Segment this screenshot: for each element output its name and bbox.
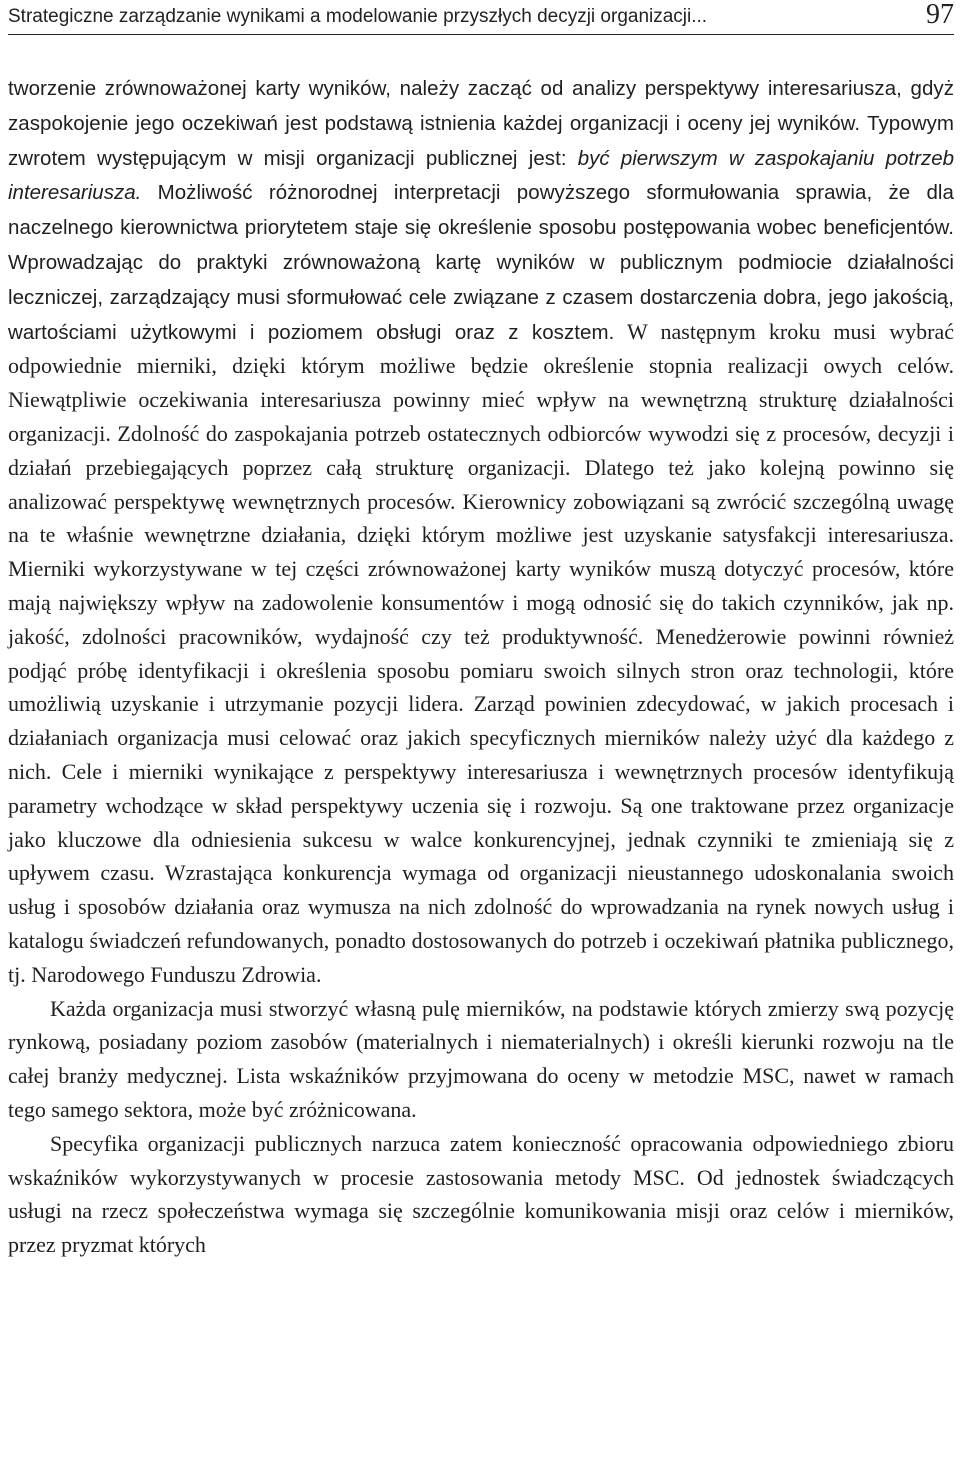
paragraph-3: Specyfika organizacji publicznych narzuca zatem konieczność opracowania odpowiedniego zbioru wskaźników wykorzystywanych w procesie zastosowania metody MSC. Od jednostek świadczących usługi na rzecz społeczeństwa wymaga się szczególnie komunikowania misji oraz celów i mierników, przez pryzmat których — [8, 1130, 954, 1258]
running-title: Strategiczne zarządzanie wynikami a modelowanie przyszłych decyzji organizacji... — [8, 6, 708, 27]
paragraph-1-sentence-4: Wprowadzając do praktyki zrównoważoną kartę wyników w publicznym podmiocie działalności leczniczej, zarządzający musi sformułować cele związane z czasem dostarczenia dobra, jego jakością, wartościami użytkowymi i poziomem obsługi oraz z kosztem. — [8, 250, 954, 344]
paragraph-1-sentence-3: Możliwość różnorodnej interpretacji powyższego sformułowania sprawia, że dla naczelnego kierownictwa priorytetem staje się określenie sposobu postępowania wobec beneficjentów. — [8, 181, 954, 240]
paragraph-1 — [8, 71, 954, 992]
paragraph-1-sentence-1: tworzenie zrównoważonej karty wyników, należy zacząć od analizy perspektywy interesariusza, gdyż zaspokojenie jego oczekiwań jest podstawą istnienia każdej organizacji i oceny jej wyników. — [8, 77, 954, 135]
running-header — [8, 0, 954, 35]
paragraph-1-sentence-2: Typowym zwrotem występującym w misji organizacji publicznej jest: — [8, 111, 954, 170]
paragraph-1-emphasis: być pierwszym w zaspokajaniu potrzeb interesariusza. — [8, 146, 954, 205]
page-number: 97 — [926, 0, 954, 30]
paragraph-1-sentence-5: W następnym kroku musi wybrać odpowiednie mierniki, dzięki którym możliwe będzie określenie stopnia realizacji owych celów. Niewątpliwie oczekiwania interesariusza powinny mieć wpływ na wewnętrzną strukturę działalności organizacji. Zdolność do zaspokajania potrzeb ostatecznych odbiorców wywodzi się z procesów, decyzji i działań przebiegających poprzez całą strukturę organizacji. Dlatego też jako kolejną powinno się analizować perspektywę wewnętrznych procesów. Kierownicy zobowiązani są zwrócić szczególną uwagę na te właśnie wewnętrzne działania, dzięki którym możliwe jest uzyskanie satysfakcji interesariusza. Mierniki wykorzystywane w tej części zrównoważonej karty wyników muszą dotyczyć procesów, które mają największy wpływ na zadowolenie konsumentów i mogą odnosić się do takich czynników, jak np. jakość, zdolności pracowników, wydajność czy też produktywność. Menedżerowie powinni również podjąć próbę identyfikacji i określenia sposobu pomiaru swoich silnych stron oraz technologii, które umożliwią uzyskanie i utrzymanie pozycji lidera. Zarząd powinien zdecydować, w jakich procesach i działaniach organizacja musi celować oraz jakich specyficznych mierników należy użyć dla każdego z nich. Cele i mierniki wynikające z perspektywy interesariusza i wewnętrznych procesów identyfikują parametry wchodzące w skład perspektywy uczenia się i rozwoju. Są one traktowane przez organizacje jako kluczowe dla odniesienia sukcesu w walce konkurencyjnej, jednak czynniki te zmieniają się z upływem czasu. Wzrastająca konkurencja wymaga od organizacji nieustannego udoskonalania swoich usług i sposobów działania oraz wymusza na nich zdolność do wprowadzania na rynek nowych usług i katalogu świadczeń refundowanych, ponadto dostosowanych do potrzeb i oczekiwań płatnika publicznego, tj. Narodowego Funduszu Zdrowia. — [8, 318, 954, 987]
body-text — [8, 71, 954, 1262]
paragraph-2: Każda organizacja musi stworzyć własną pulę mierników, na podstawie których zmierzy swą pozycję rynkową, posiadany poziom zasobów (materialnych i niematerialnych) i określi kierunki rozwoju na tle całej branży medycznej. Lista wskaźników przyjmowana do oceny w metodzie MSC, nawet w ramach tego samego sektora, może być zróżnicowana. — [8, 995, 954, 1122]
document-page — [8, 0, 954, 1479]
